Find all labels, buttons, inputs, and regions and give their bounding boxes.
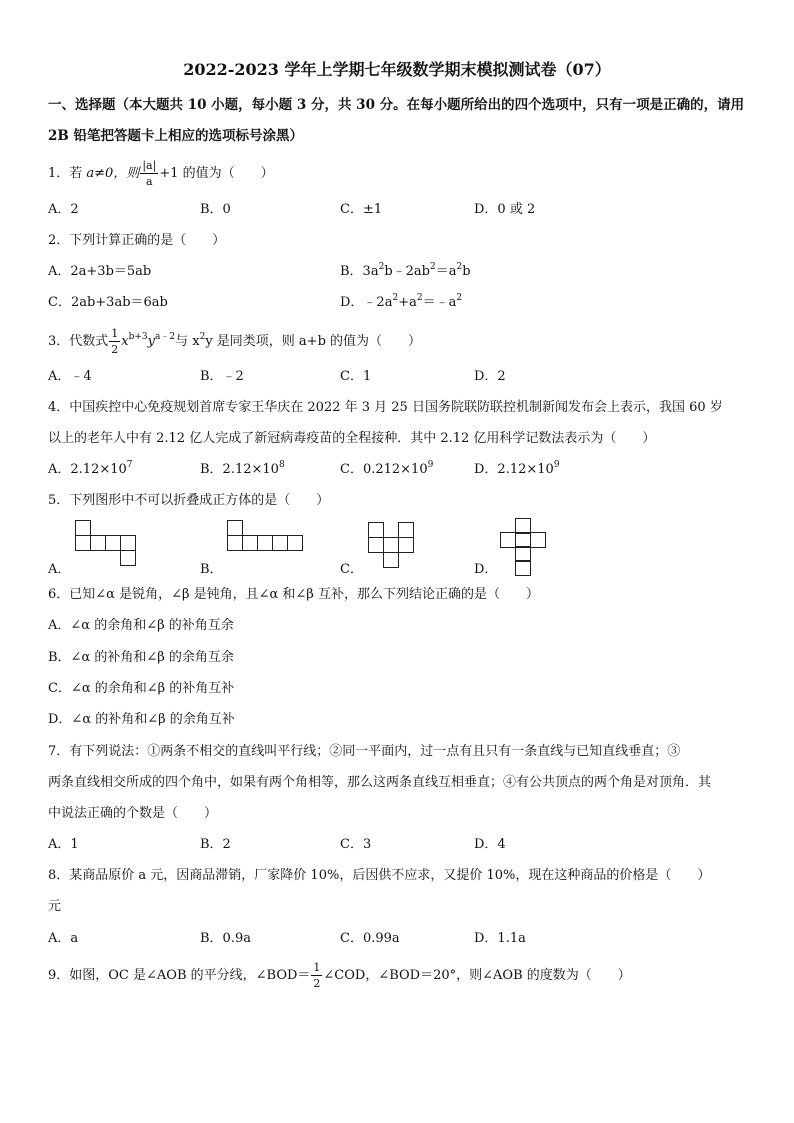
q6-option-b: B．∠α 的补角和∠β 的余角互余 [48, 650, 234, 665]
question-3-stem: 3．代数式 $\frac{1}{2}$ $x^{b+3}y^{a﹣2}$与 $x^2y$ 是同类项，则 a+b 的值为（ ） [48, 327, 422, 356]
q4-option-a: A．$2.12\times 10^7$ [48, 460, 133, 477]
q6-option-a: A．∠α 的余角和∠β 的补角互余 [48, 618, 234, 633]
q8-option-c: C．0.99a [340, 931, 400, 946]
q4-option-c: C．$0.212\times 10^9$ [340, 460, 434, 477]
q3-option-a: A．﹣4 [48, 369, 92, 384]
question-9-stem: 9．如图，OC 是∠AOB 的平分线，∠BOD＝ $\frac{1}{2}$ ∠COD，∠BOD＝20°，则∠AOB 的度数为（ ） [48, 961, 631, 990]
question-4-line2: 以上的老年人中有 2.12 亿人完成了新冠病毒疫苗的全程接种．其中 2.12 亿用科学记数法表示为（ ） [48, 431, 656, 446]
q7-option-d: D．4 [474, 837, 506, 852]
q7-option-b: B．2 [200, 837, 231, 852]
q1-prefix: 1．若 [48, 166, 87, 181]
q4-option-b: B．$2.12\times 10^8$ [200, 460, 285, 477]
q2-option-d: D．$﹣2a^2+a^2=﹣a^2$ [340, 293, 463, 310]
q7-option-c: C．3 [340, 837, 372, 852]
q5-option-b-label: B． [200, 562, 223, 577]
section-header-line1: 一、选择题（本大题共 10 小题，每小题 3 分，共 30 分。在每小题所给出的四个选项中，只有一项是正确的，请用 [48, 97, 745, 113]
q1-option-d: D．0 或 2 [474, 202, 536, 217]
question-7-line2: 两条直线相交所成的四个角中，如果有两个角相等，那么这两条直线互相垂直；④有公共顶点的两个角是对顶角．其 [48, 775, 712, 790]
q4-option-d: D．$2.12\times 10^9$ [474, 460, 560, 477]
q7-option-a: A．1 [48, 837, 79, 852]
q1-option-b: B．0 [200, 202, 231, 217]
question-6-stem: 6．已知∠α 是锐角，∠β 是钝角，且∠α 和∠β 互补，那么下列结论正确的是（ ） [48, 587, 539, 602]
q6-option-d: D．∠α 的补角和∠β 的余角互补 [48, 712, 235, 727]
q5-option-d-label: D． [474, 562, 498, 577]
q1-fraction-denominator: a [146, 175, 153, 188]
question-5-stem: 5．下列图形中不可以折叠成正方体的是（ ） [48, 493, 330, 508]
q1-option-a: A．2 [48, 202, 79, 217]
q1-option-c: C．±1 [340, 202, 383, 217]
question-1-stem [48, 160, 274, 187]
question-7-line3: 中说法正确的个数是（ ） [48, 806, 218, 821]
q1-fraction [140, 160, 158, 187]
q1-suffix: +1 的值为（ ） [159, 166, 274, 181]
page-title: 2022-2023 学年上学期七年级数学期末模拟测试卷（07） [183, 60, 611, 79]
q9-fraction: $\frac{1}{2}$ [313, 961, 321, 990]
question-2-stem: 2．下列计算正确的是（ ） [48, 233, 226, 248]
q8-option-b: B．0.9a [200, 931, 251, 946]
q2-option-b: B．$3a^2b﹣2ab^2=a^2b$ [340, 262, 471, 279]
q2-option-c: C．2ab+3ab＝6ab [48, 295, 168, 310]
q3-option-b: B．﹣2 [200, 369, 244, 384]
q3-option-c: C．1 [340, 369, 372, 384]
question-4-line1: 4．中国疾控中心免疫规划首席专家王华庆在 2022 年 3 月 25 日国务院联防联控机制新闻发布会上表示，我国 60 岁 [48, 400, 723, 415]
q2-option-a: A．2a+3b＝5ab [48, 264, 152, 279]
section-header-line2: 2B 铅笔把答题卡上相应的选项标号涂黑） [48, 128, 304, 144]
q5-option-c-label: C． [340, 562, 363, 577]
question-8-line2: 元 [48, 899, 62, 914]
question-8-line1: 8．某商品原价 a 元，因商品滞销，厂家降价 10%，后因供不应求，又提价 10%，现在这种商品的价格是（ ） [48, 868, 711, 883]
q6-option-c: C．∠α 的余角和∠β 的补角互补 [48, 681, 235, 696]
q8-option-d: D．1.1a [474, 931, 526, 946]
q3-option-d: D．2 [474, 369, 506, 384]
q1-condition: a≠0，则 [86, 166, 140, 181]
question-7-line1: 7．有下列说法：①两条不相交的直线叫平行线；②同一平面内，过一点有且只有一条直线与已知直线垂直；③ [48, 744, 681, 759]
q5-option-a-label: A． [48, 562, 71, 577]
q8-option-a: A．a [48, 931, 79, 946]
q3-fraction: $\frac{1}{2}$ [111, 327, 119, 356]
q1-fraction-numerator: |a| [142, 159, 157, 172]
